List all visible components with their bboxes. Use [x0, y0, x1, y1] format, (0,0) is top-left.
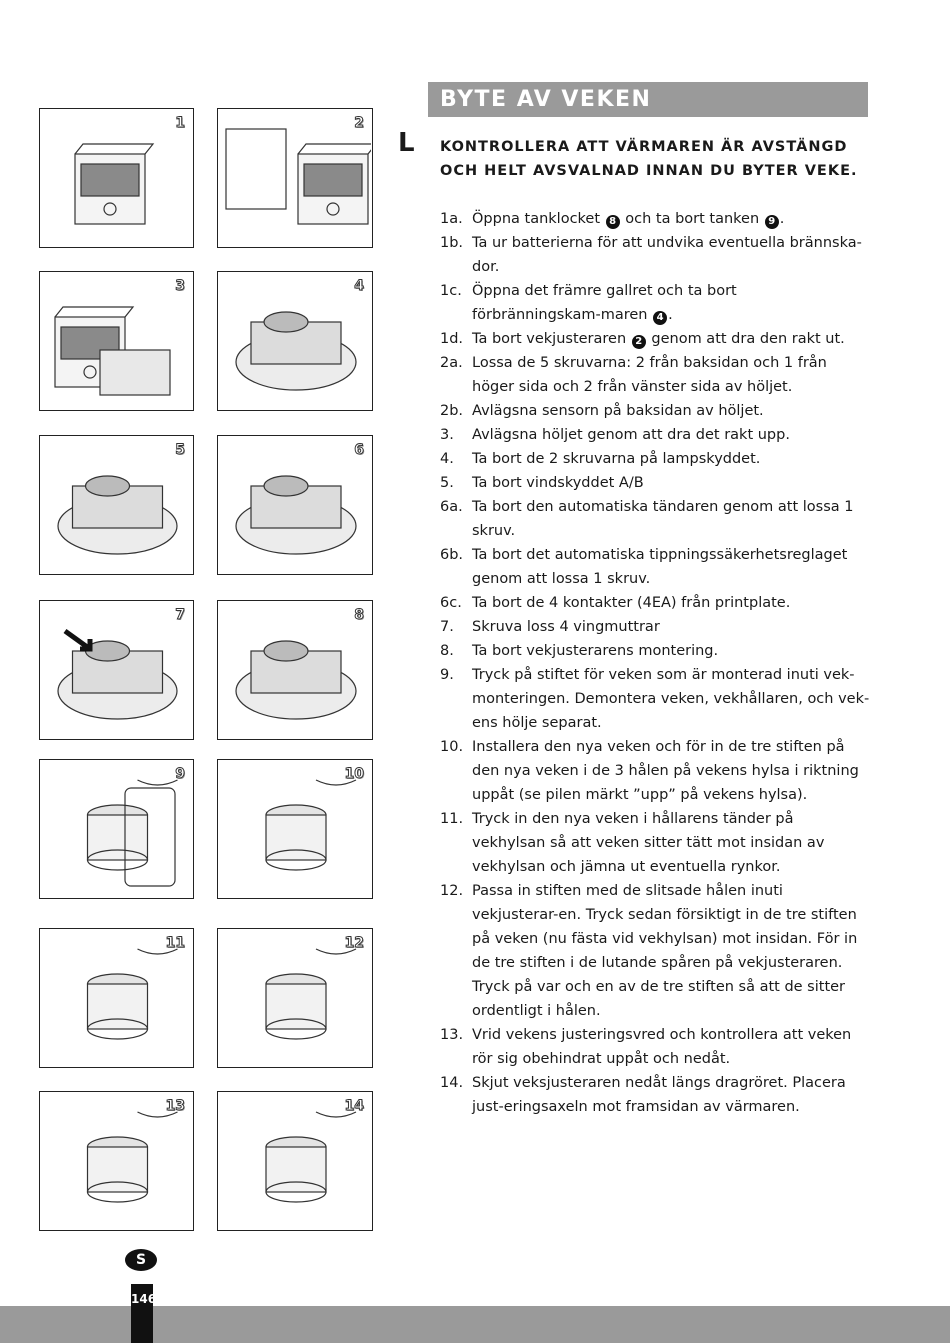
step-item [440, 495, 870, 543]
figure-number: 5 [175, 442, 185, 458]
step-number: 10. [440, 739, 464, 755]
figure-number: 2 [354, 115, 364, 131]
step-number: 9. [440, 667, 454, 683]
step-text: Öppna tanklocket 8 och ta bort tanken 9 . [472, 211, 785, 227]
illustration-panel [39, 928, 194, 1068]
language-badge: S [125, 1249, 157, 1271]
illustration-panel [39, 271, 194, 411]
heater-drawing [40, 760, 192, 897]
step-number: 3. [440, 427, 454, 443]
figure-number: 7 [175, 607, 185, 623]
step-item [440, 423, 870, 447]
part-number-badge: 8 [606, 215, 620, 229]
illustration-panel [217, 1091, 373, 1231]
illustration-panel [217, 108, 373, 248]
step-number: 4. [440, 451, 454, 467]
figure-number: 6 [354, 442, 364, 458]
illustration-panel [39, 435, 194, 575]
step-text: Passa in stiften med de slitsade hålen inuti vekjusterar-en. Tryck sedan försiktigt in de tre stiften på veken (nu fästa vid vekhylsan) mot insidan. För in de tre stiften i de lutande spåren på vekjusteraren. Tryck på var och en av de tre stiften så att de sitter ordentligt i hålen. [472, 883, 858, 1019]
section-title: BYTE AV VEKEN [428, 82, 868, 117]
step-text: Ta bort den automatiska tändaren genom att lossa 1 skruv. [472, 499, 854, 539]
step-item [440, 879, 870, 1023]
heater-drawing [40, 272, 192, 409]
step-item [440, 207, 870, 231]
step-text: Ta bort vindskyddet A/B [472, 475, 644, 491]
figure-number: 13 [165, 1098, 185, 1114]
heater-drawing [218, 109, 371, 246]
figure-number: 1 [175, 115, 185, 131]
step-number: 2b. [440, 403, 464, 419]
page-number: 146 [131, 1284, 153, 1343]
step-text: Tryck in den nya veken i hållarens tänder på vekhylsan så att veken sitter tätt mot insidan av vekhylsan och jämna ut eventuella rynkor. [472, 811, 825, 875]
step-number: 6b. [440, 547, 464, 563]
step-text: Ta bort det automatiska tippningssäkerhetsreglaget genom att lossa 1 skruv. [472, 547, 848, 587]
step-item [440, 543, 870, 591]
step-text: Ta bort de 4 kontakter (4EA) från printplate. [472, 595, 791, 611]
figure-number: 11 [165, 935, 185, 951]
step-text: Ta bort vekjusteraren 2 genom att dra den rakt ut. [472, 331, 845, 347]
step-number: 13. [440, 1027, 464, 1043]
step-number: 11. [440, 811, 464, 827]
step-item [440, 1071, 870, 1119]
step-number: 1c. [440, 283, 462, 299]
step-number: 5. [440, 475, 454, 491]
step-text: Avlägsna sensorn på baksidan av höljet. [472, 403, 764, 419]
step-text: Öppna det främre gallret och ta bort förbränningskam-maren 4 . [472, 283, 737, 323]
step-item [440, 279, 870, 327]
step-item [440, 447, 870, 471]
heater-drawing [40, 109, 192, 246]
step-number: 2a. [440, 355, 463, 371]
step-number: 6a. [440, 499, 463, 515]
step-item [440, 1023, 870, 1071]
warning-text: KONTROLLERA ATT VÄRMAREN ÄR AVSTÄNGD OCH HELT AVSVALNAD INNAN DU BYTER VEKE. [440, 139, 858, 179]
illustration-panel [39, 108, 194, 248]
step-item [440, 735, 870, 807]
figure-number: 12 [344, 935, 364, 951]
illustration-panel [39, 600, 194, 740]
figure-number: 8 [354, 607, 364, 623]
illustration-panel [39, 759, 194, 899]
heater-drawing [218, 272, 371, 409]
step-text: Ta bort vekjusterarens montering. [472, 643, 719, 659]
illustration-panel [217, 759, 373, 899]
figure-number: 3 [175, 278, 185, 294]
step-item [440, 327, 870, 351]
illustration-panel [217, 435, 373, 575]
step-item [440, 639, 870, 663]
step-item [440, 399, 870, 423]
step-item [440, 231, 870, 279]
step-number: 7. [440, 619, 454, 635]
figure-number: 9 [175, 766, 185, 782]
step-number: 1d. [440, 331, 464, 347]
step-number: 8. [440, 643, 454, 659]
figure-number: 10 [344, 766, 364, 782]
heater-drawing [218, 436, 371, 573]
step-item [440, 615, 870, 639]
illustration-panel [217, 600, 373, 740]
step-text: Lossa de 5 skruvarna: 2 från baksidan och 1 från höger sida och 2 från vänster sida av höljet. [472, 355, 827, 395]
figure-number: 4 [354, 278, 364, 294]
step-number: 1b. [440, 235, 464, 251]
step-text: Avlägsna höljet genom att dra det rakt upp. [472, 427, 790, 443]
step-number: 14. [440, 1075, 464, 1091]
illustration-panel [217, 928, 373, 1068]
illustration-panel [217, 271, 373, 411]
step-text: Tryck på stiftet för veken som är monterad inuti vek-monteringen. Demontera veken, vekhållaren, och vek-ens hölje separat. [472, 667, 870, 731]
step-text: Ta ur batterierna för att undvika eventuella brännska-dor. [472, 235, 862, 275]
part-number-badge: 2 [632, 335, 646, 349]
figure-number: 14 [344, 1098, 364, 1114]
step-text: Installera den nya veken och för in de tre stiften på den nya veken i de 3 hålen på vekens hylsa i riktning uppåt (se pilen märkt ”upp” på vekens hylsa). [472, 739, 859, 803]
step-item [440, 807, 870, 879]
heater-drawing [218, 601, 371, 738]
language-letter: L [398, 128, 415, 158]
step-item [440, 471, 870, 495]
part-number-badge: 4 [653, 311, 667, 325]
step-text: Ta bort de 2 skruvarna på lampskyddet. [472, 451, 761, 467]
step-text: Skjut veksjusteraren nedåt längs dragröret. Placera just-eringsaxeln mot framsidan av värmaren. [472, 1075, 846, 1115]
illustration-panel [39, 1091, 194, 1231]
heater-drawing [40, 436, 192, 573]
step-number: 12. [440, 883, 464, 899]
step-text: Vrid vekens justeringsvred och kontrollera att veken rör sig obehindrat uppåt och nedåt. [472, 1027, 852, 1067]
step-number: 1a. [440, 211, 463, 227]
part-number-badge: 9 [765, 215, 779, 229]
step-item [440, 351, 870, 399]
step-number: 6c. [440, 595, 462, 611]
heater-drawing [40, 601, 192, 738]
step-text: Skruva loss 4 vingmuttrar [472, 619, 660, 635]
instruction-list [440, 207, 870, 1119]
step-item [440, 663, 870, 735]
step-item [440, 591, 870, 615]
